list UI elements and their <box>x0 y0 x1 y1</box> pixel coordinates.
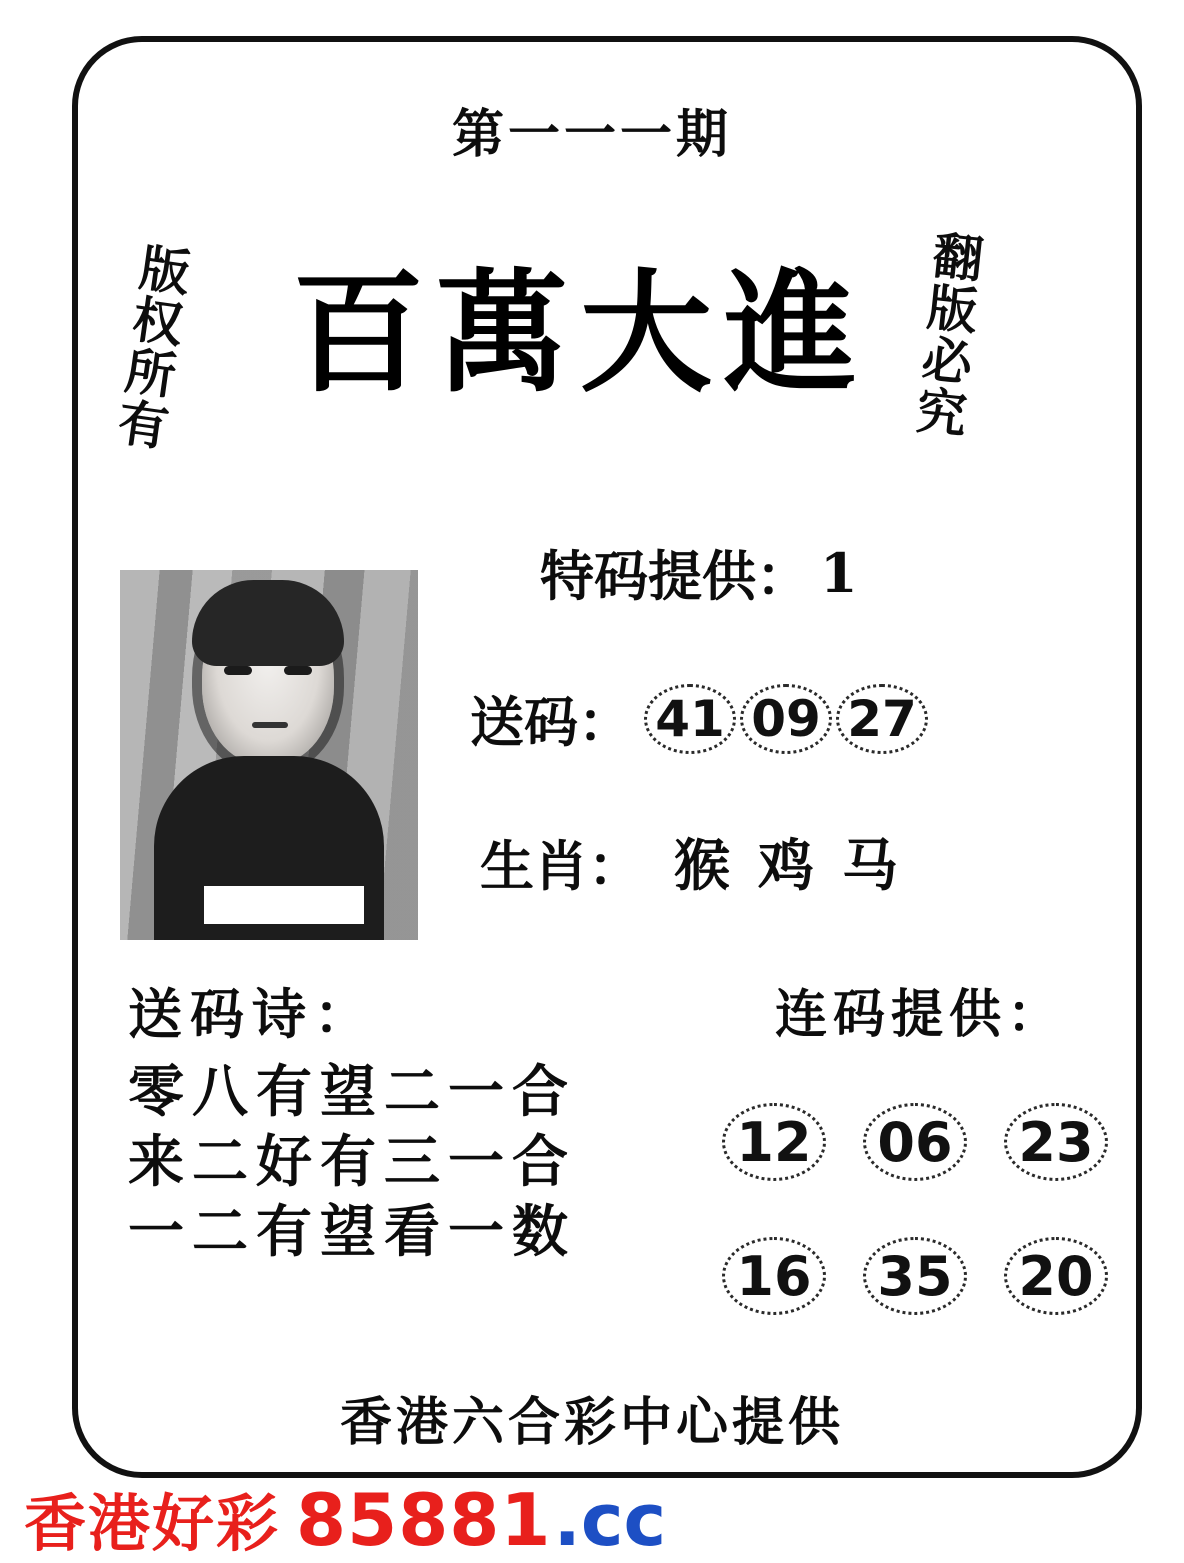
send-code-ball: 27 <box>836 684 928 754</box>
zodiac-label: 生肖： <box>480 833 642 898</box>
portrait-hair <box>192 580 344 666</box>
poem-block <box>128 972 576 1267</box>
portrait-eye-left <box>224 666 252 675</box>
portrait-white-bar <box>204 886 364 924</box>
issue-line: 第一一一期 <box>451 104 732 165</box>
poem-line: 一二有望看一数 <box>128 1199 576 1265</box>
send-code-ball: 41 <box>644 684 736 754</box>
watermark <box>24 1474 666 1563</box>
copyright-left-text: 版权所有 <box>107 239 195 454</box>
special-code-label: 特码提供： <box>540 544 810 608</box>
lianma-block <box>720 972 1120 1315</box>
poem-line: 来二好有三一合 <box>128 1129 576 1195</box>
portrait-eye-right <box>284 666 312 675</box>
page-title: 百萬大進 <box>292 256 868 411</box>
portrait-mouth <box>252 722 288 728</box>
copyright-right-text: 翻版必究 <box>906 227 987 441</box>
zodiac-animal: 鸡 <box>758 833 820 899</box>
poem-title: 送码诗： <box>128 982 376 1046</box>
watermark-number: 85881 <box>296 1478 552 1562</box>
zodiac-animal: 猴 <box>674 833 736 899</box>
special-code-row <box>540 534 858 611</box>
lianma-row <box>720 1237 1110 1315</box>
lianma-ball: 12 <box>722 1103 826 1181</box>
watermark-tld: .cc <box>553 1478 667 1562</box>
lianma-ball: 20 <box>1004 1237 1108 1315</box>
lianma-ball: 35 <box>863 1237 967 1315</box>
lianma-row <box>720 1103 1110 1181</box>
watermark-brand: 香港好彩 <box>24 1487 281 1560</box>
portrait-photo <box>120 570 418 940</box>
send-code-row <box>470 680 930 757</box>
zodiac-row <box>480 822 904 902</box>
zodiac-animal: 马 <box>842 833 904 899</box>
lianma-title: 连码提供： <box>774 984 1065 1045</box>
send-code-ball: 09 <box>740 684 832 754</box>
footer-source: 香港六合彩中心提供 <box>339 1392 844 1453</box>
lianma-ball: 23 <box>1004 1103 1108 1181</box>
special-code-value: 1 <box>820 540 858 605</box>
lianma-ball: 16 <box>722 1237 826 1315</box>
poem-line: 零八有望二一合 <box>128 1059 576 1125</box>
lianma-ball: 06 <box>863 1103 967 1181</box>
send-code-label: 送码： <box>470 690 632 754</box>
